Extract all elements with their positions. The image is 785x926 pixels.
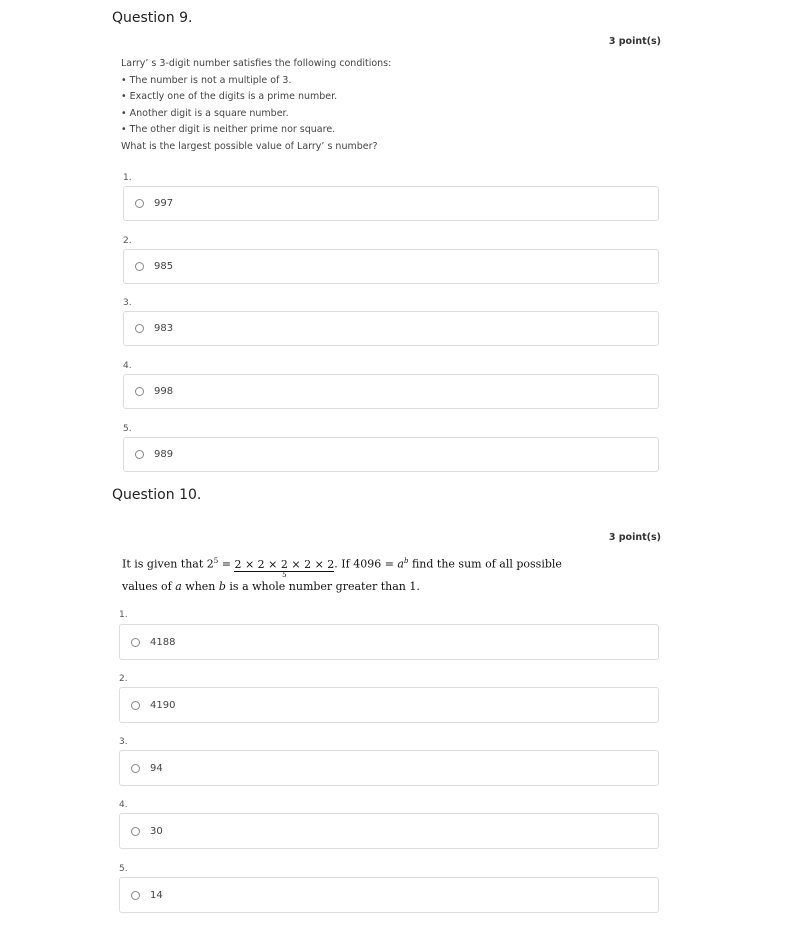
q9-option-5[interactable] bbox=[123, 437, 659, 472]
stem-line: • The other digit is neither prime nor square. bbox=[121, 124, 336, 135]
stem-line: Larry’ s 3-digit number satisfies the following conditions: bbox=[121, 58, 392, 69]
question-10-title: Question 10. bbox=[112, 487, 202, 503]
radio-button[interactable] bbox=[131, 891, 140, 900]
radio-button[interactable] bbox=[135, 324, 144, 333]
option-label: 997 bbox=[154, 198, 174, 209]
question-10-stem bbox=[122, 550, 642, 598]
option-label: 998 bbox=[154, 386, 174, 397]
option-label: 4188 bbox=[150, 636, 176, 648]
product-text: 2 × 2 × 2 × 2 × 2 bbox=[234, 557, 335, 571]
option-number: 4. bbox=[119, 800, 128, 810]
variable-b: b bbox=[403, 557, 409, 565]
option-label: 983 bbox=[154, 323, 174, 334]
radio-button[interactable] bbox=[135, 262, 144, 271]
question-9-title: Question 9. bbox=[112, 10, 193, 26]
option-number: 1. bbox=[123, 173, 132, 183]
q10-option-3[interactable] bbox=[119, 750, 659, 786]
option-number: 2. bbox=[123, 236, 132, 246]
variable-b: b bbox=[218, 579, 226, 593]
underbrace-count: 5 bbox=[282, 570, 287, 579]
q9-option-2[interactable] bbox=[123, 249, 659, 284]
radio-button[interactable] bbox=[131, 638, 140, 647]
radio-button[interactable] bbox=[135, 387, 144, 396]
radio-button[interactable] bbox=[131, 701, 140, 710]
option-number: 2. bbox=[119, 674, 128, 684]
exponent: 5 bbox=[213, 557, 219, 565]
radio-button[interactable] bbox=[131, 764, 140, 773]
variable-a: a bbox=[175, 579, 182, 593]
stem-text: values of bbox=[122, 579, 176, 593]
stem-text: . If 4096 = bbox=[334, 557, 398, 571]
stem-text: = bbox=[218, 557, 235, 571]
q10-option-2[interactable] bbox=[119, 687, 659, 723]
stem-line: • Exactly one of the digits is a prime number. bbox=[121, 91, 338, 102]
stem-line bbox=[122, 550, 642, 579]
radio-button[interactable] bbox=[135, 199, 144, 208]
stem-text: It is given that 2 bbox=[122, 557, 214, 571]
stem-text: is a whole number greater than 1. bbox=[225, 579, 420, 593]
option-label: 94 bbox=[150, 762, 163, 774]
option-number: 4. bbox=[123, 361, 132, 371]
radio-button[interactable] bbox=[131, 827, 140, 836]
q9-option-1[interactable] bbox=[123, 186, 659, 221]
stem-line: • The number is not a multiple of 3. bbox=[121, 74, 292, 86]
q9-option-3[interactable] bbox=[123, 311, 659, 346]
underbrace-product bbox=[234, 557, 335, 579]
option-number: 3. bbox=[123, 298, 132, 308]
option-number: 5. bbox=[123, 424, 132, 434]
q9-option-4[interactable] bbox=[123, 374, 659, 409]
q10-option-4[interactable] bbox=[119, 813, 659, 849]
stem-line: What is the largest possible value of Larry’ s number? bbox=[121, 140, 378, 152]
option-number: 5. bbox=[119, 864, 128, 874]
option-number: 1. bbox=[119, 610, 128, 620]
option-label: 989 bbox=[154, 449, 174, 460]
radio-button[interactable] bbox=[135, 450, 144, 459]
option-number: 3. bbox=[119, 737, 128, 747]
question-9-points: 3 point(s) bbox=[608, 36, 661, 47]
stem-line: • Another digit is a square number. bbox=[121, 107, 289, 119]
stem-text: when bbox=[181, 579, 219, 593]
q10-option-5[interactable] bbox=[119, 877, 659, 913]
stem-line bbox=[122, 576, 642, 598]
option-label: 14 bbox=[150, 889, 163, 901]
q10-option-1[interactable] bbox=[119, 624, 659, 660]
question-10-points: 3 point(s) bbox=[608, 532, 661, 543]
option-label: 30 bbox=[150, 825, 163, 837]
question-9-stem bbox=[121, 56, 591, 155]
stem-text: find the sum of all possible bbox=[408, 557, 562, 571]
option-label: 4190 bbox=[150, 699, 176, 711]
option-label: 985 bbox=[154, 261, 174, 272]
variable-a: a bbox=[397, 557, 404, 571]
